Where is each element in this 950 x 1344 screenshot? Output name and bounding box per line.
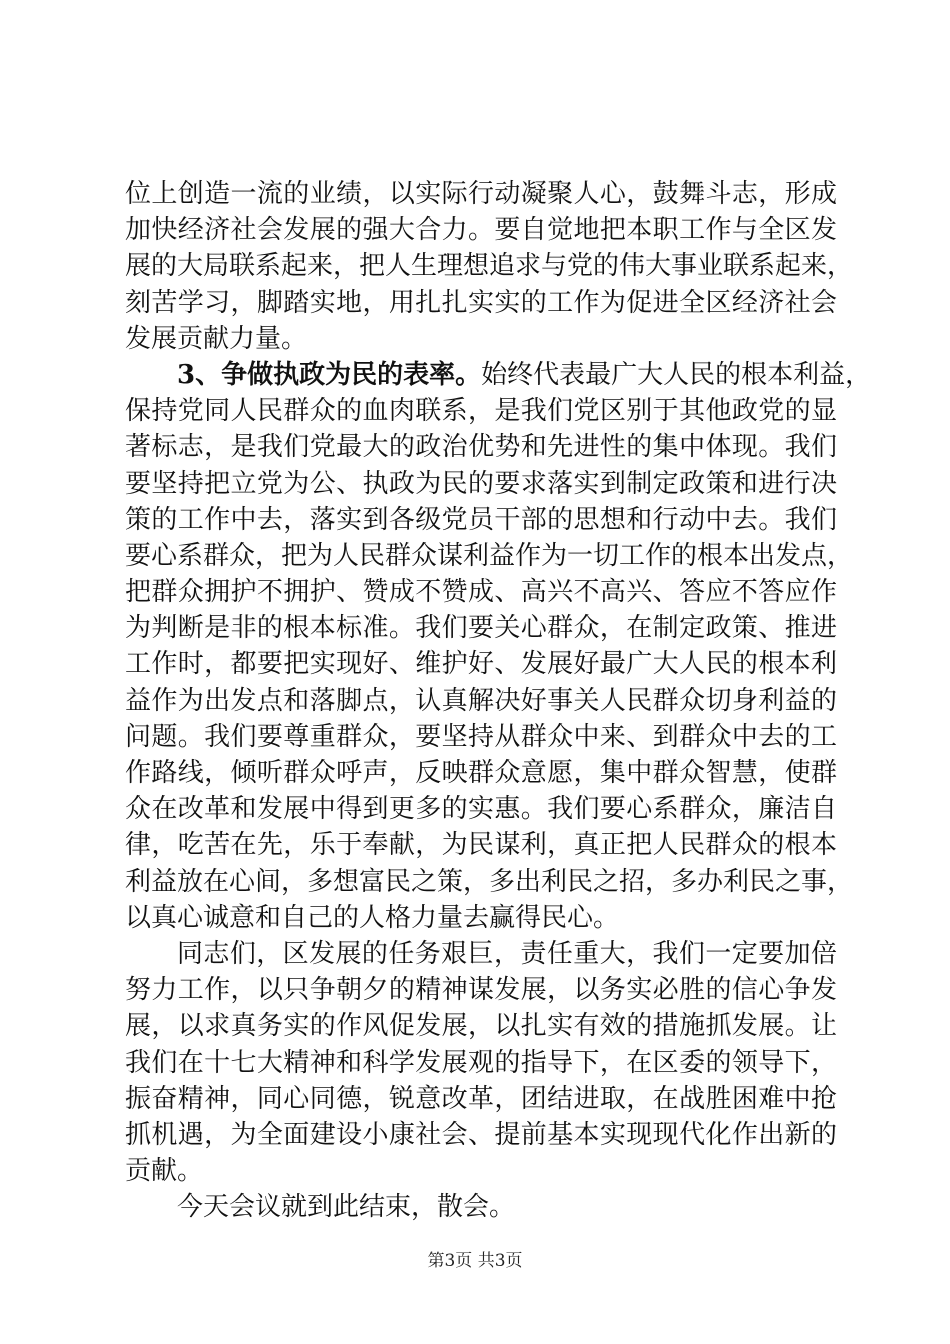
paragraph-closing bbox=[125, 936, 837, 1189]
text-line: 展，以求真务实的作风促发展，以扎实有效的措施抓发展。让 bbox=[125, 1011, 837, 1042]
text-line: 以真心诚意和自己的人格力量去赢得民心。 bbox=[125, 902, 620, 933]
text-line: 工作时，都要把实现好、维护好、发展好最广大人民的根本利 bbox=[125, 649, 837, 680]
text-line: 发展贡献力量。 bbox=[125, 323, 308, 354]
text-line: 把群众拥护不拥护、赞成不赞成、高兴不高兴、答应不答应作 bbox=[125, 577, 837, 608]
text-line: 我们在十七大精神和科学发展观的指导下，在区委的领导下， bbox=[125, 1047, 837, 1078]
text-line: 加快经济社会发展的强大合力。要自觉地把本职工作与全区发 bbox=[125, 215, 837, 246]
text-line: 刻苦学习，脚踏实地，用扎扎实实的工作为促进全区经济社会 bbox=[125, 287, 837, 318]
paragraph-adjourn bbox=[125, 1189, 837, 1225]
text-line: 著标志，是我们党最大的政治优势和先进性的集中体现。我们 bbox=[125, 432, 837, 463]
text-line-first: 今天会议就到此结束，散会。 bbox=[177, 1192, 516, 1223]
text-line: 为判断是非的根本标准。我们要关心群众，在制定政策、推进 bbox=[125, 613, 837, 644]
text-line: 展的大局联系起来，把人生理想追求与党的伟大事业联系起来， bbox=[125, 251, 854, 282]
text-line-first: 同志们，区发展的任务艰巨，责任重大，我们一定要加倍 bbox=[177, 938, 837, 969]
paragraph-section-3 bbox=[125, 357, 872, 936]
text-line-first bbox=[125, 357, 872, 393]
text-line: 抓机遇，为全面建设小康社会、提前基本实现现代化作出新的 bbox=[125, 1119, 837, 1150]
text-line: 益作为出发点和落脚点，认真解决好事关人民群众切身利益的 bbox=[125, 685, 837, 716]
text-line: 位上创造一流的业绩，以实际行动凝聚人心，鼓舞斗志，形成 bbox=[125, 179, 837, 209]
heading-line-rest: 始终代表最广大人民的根本利益， bbox=[481, 359, 872, 390]
text-line: 保持党同人民群众的血肉联系，是我们党区别于其他政党的显 bbox=[125, 396, 837, 427]
section-heading: 3、争做执政为民的表率。 bbox=[177, 359, 482, 390]
text-line: 律，吃苦在先，乐于奉献，为民谋利，真正把人民群众的根本 bbox=[125, 830, 837, 861]
document-body bbox=[125, 176, 872, 1225]
text-line: 利益放在心间，多想富民之策，多出利民之招，多办利民之事， bbox=[125, 866, 854, 897]
text-line: 努力工作，以只争朝夕的精神谋发展，以务实必胜的信心争发 bbox=[125, 975, 837, 1006]
text-line: 作路线，倾听群众呼声，反映群众意愿，集中群众智慧，使群 bbox=[125, 758, 837, 788]
text-line: 要坚持把立党为公、执政为民的要求落实到制定政策和进行决 bbox=[125, 468, 837, 499]
page-number-footer: 第3页 共3页 bbox=[427, 1251, 523, 1271]
text-line: 问题。我们要尊重群众，要坚持从群众中来、到群众中去的工 bbox=[125, 721, 837, 752]
paragraph-continuation bbox=[125, 176, 854, 357]
text-line: 要心系群众，把为人民群众谋利益作为一切工作的根本出发点， bbox=[125, 540, 854, 571]
text-line: 策的工作中去，落实到各级党员干部的思想和行动中去。我们 bbox=[125, 504, 837, 535]
text-line: 贡献。 bbox=[125, 1156, 204, 1187]
text-line: 众在改革和发展中得到更多的实惠。我们要心系群众，廉洁自 bbox=[125, 794, 837, 825]
text-line: 振奋精神，同心同德，锐意改革，团结进取，在战胜困难中抢 bbox=[125, 1083, 837, 1114]
